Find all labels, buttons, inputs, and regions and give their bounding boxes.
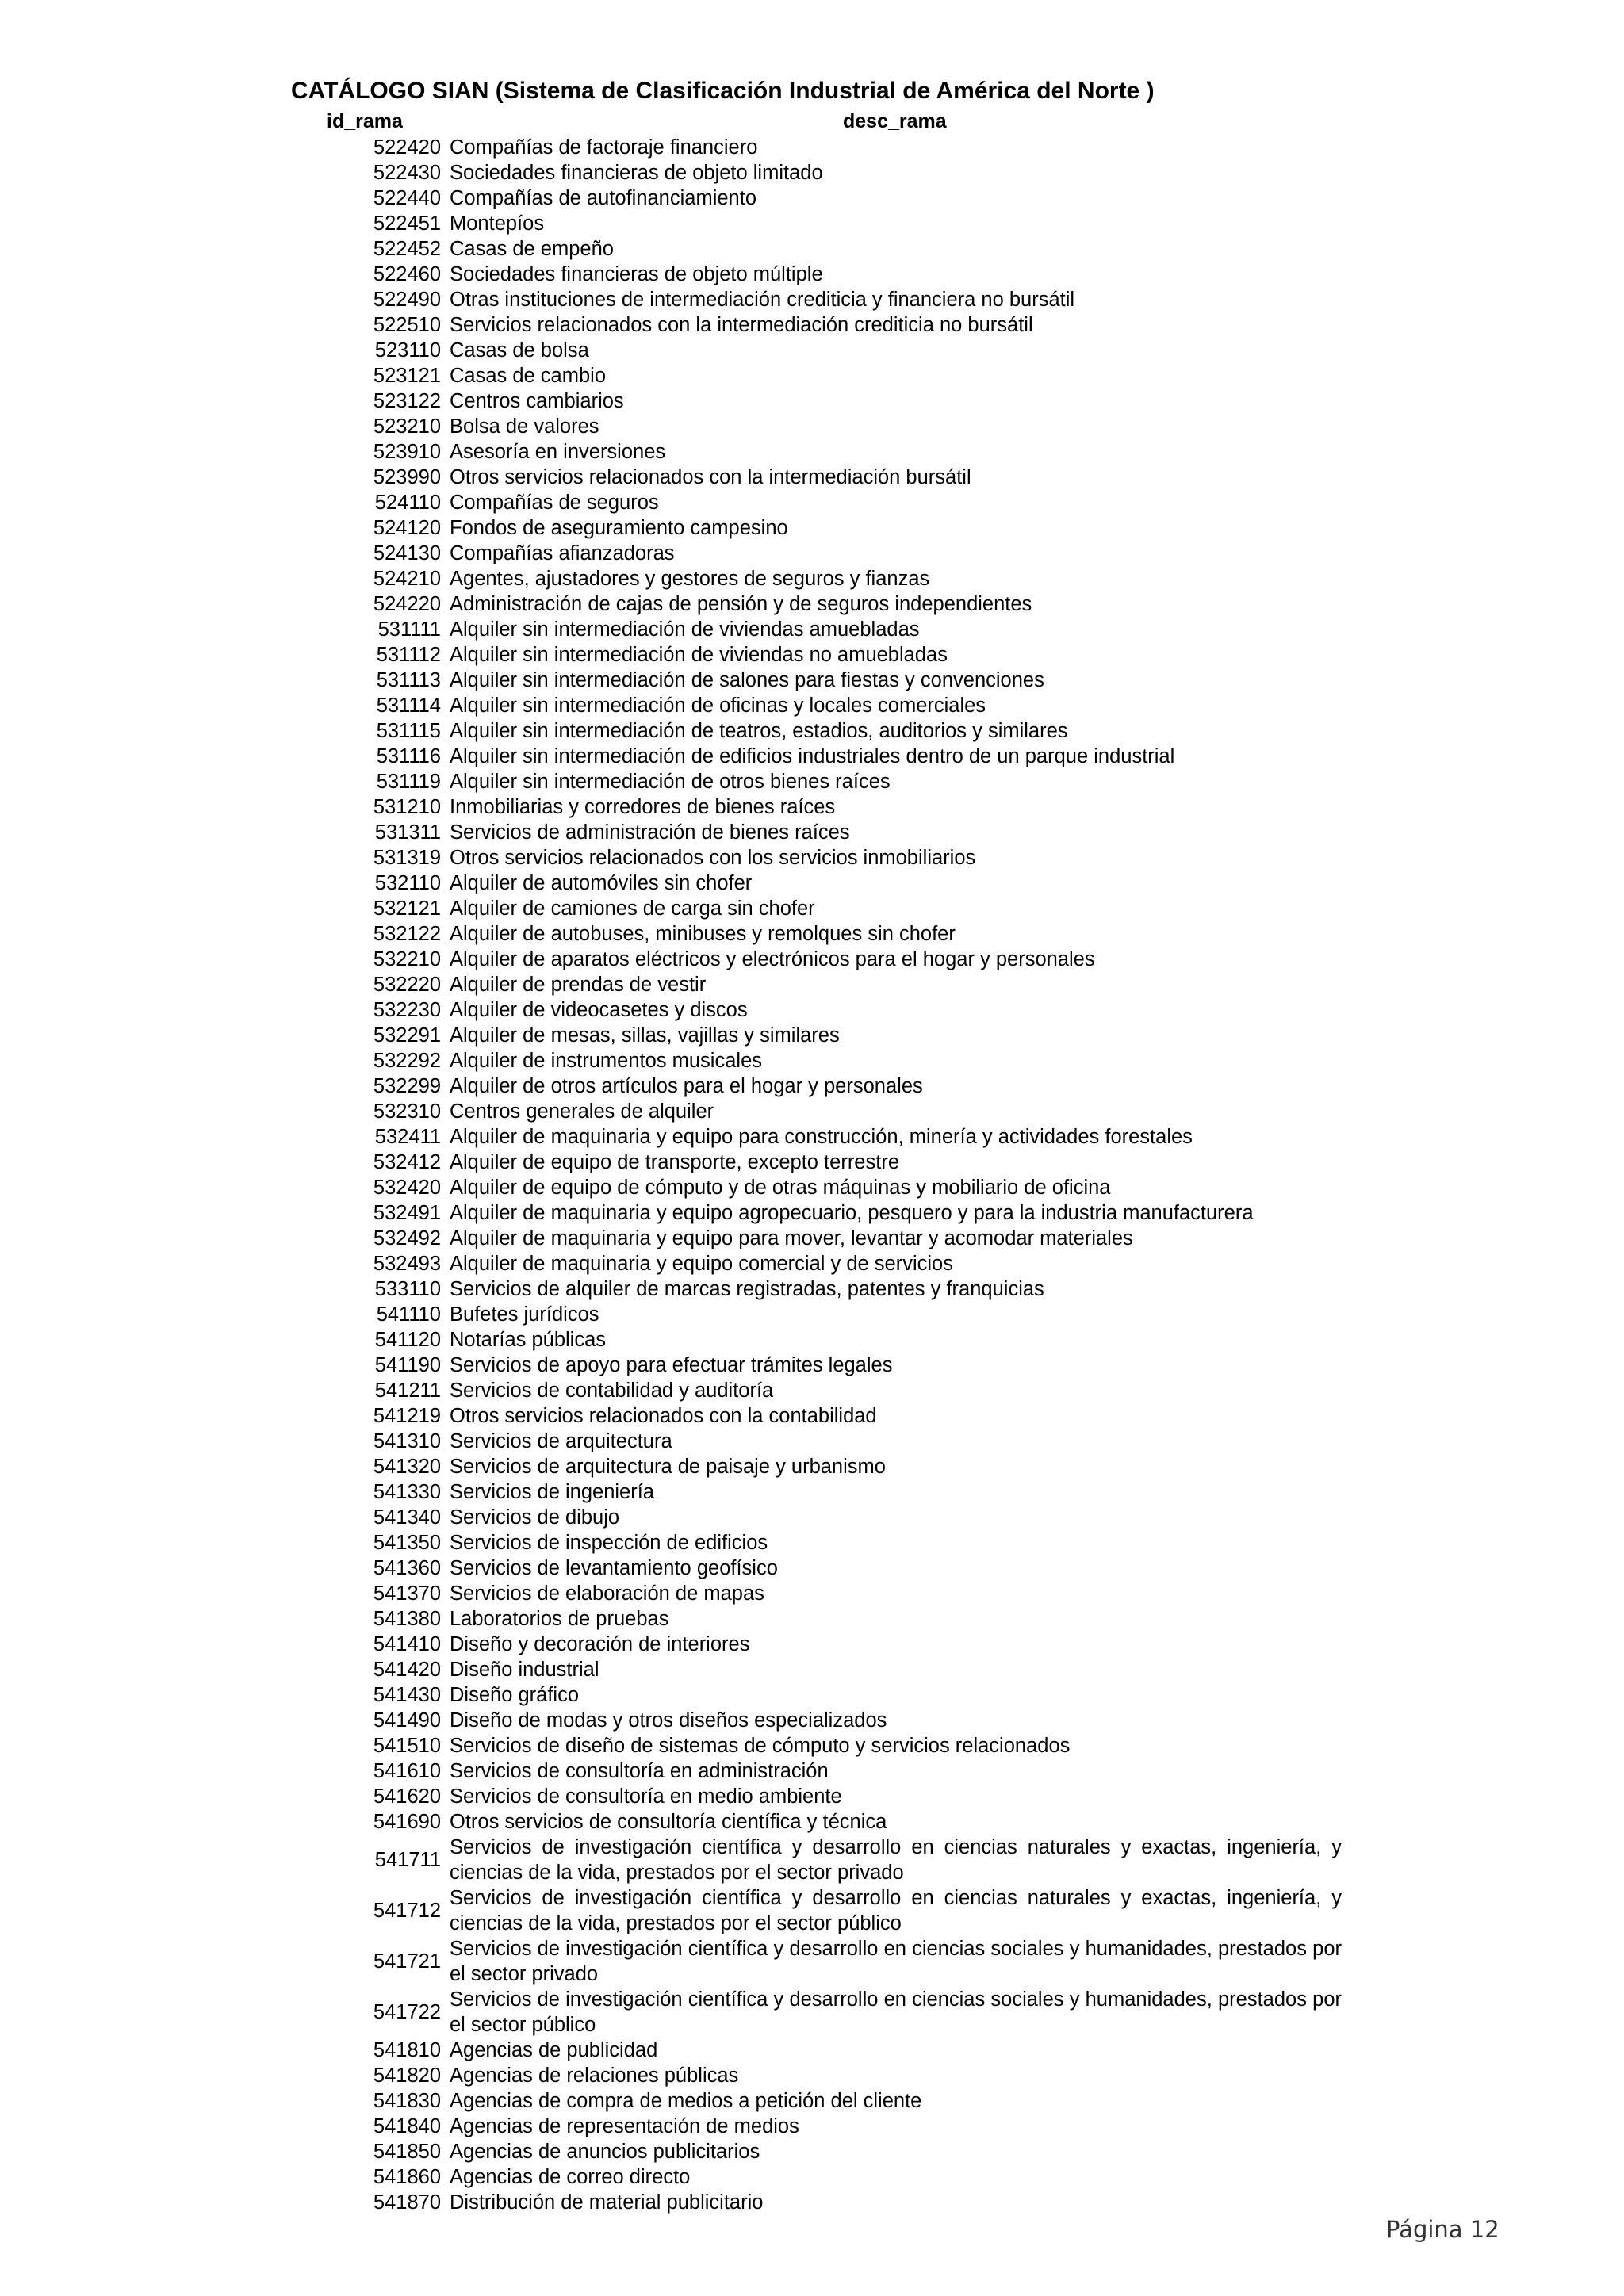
table-row <box>0 1809 1624 1835</box>
page-title: CATÁLOGO SIAN (Sistema de Clasificación Industrial de América del Norte ) <box>291 78 1155 104</box>
table-row <box>0 541 1624 566</box>
row-description: Casas de empeño <box>450 238 614 260</box>
row-id: 541211 <box>374 1380 441 1402</box>
column-header-id: id_rama <box>327 110 403 132</box>
row-description: Agencias de compra de medios a petición del cliente <box>450 2090 922 2112</box>
table-row <box>0 1632 1624 1657</box>
table-row <box>0 1682 1624 1708</box>
row-description: Servicios de inspección de edificios <box>450 1532 768 1554</box>
row-id: 532420 <box>373 1177 441 1199</box>
table-row <box>0 997 1624 1023</box>
row-description: Administración de cajas de pensión y de seguros independientes <box>450 593 1032 615</box>
table-row <box>0 490 1624 515</box>
row-id: 522490 <box>373 289 441 311</box>
row-id: 524120 <box>373 517 441 539</box>
row-description: Inmobiliarias y corredores de bienes raíces <box>450 796 836 818</box>
row-id: 541620 <box>373 1785 441 1808</box>
row-description: Compañías de factoraje financiero <box>450 136 758 159</box>
table-row <box>0 1048 1624 1073</box>
row-id: 522440 <box>373 187 441 209</box>
row-description: Fondos de aseguramiento campesino <box>450 517 788 539</box>
table-row <box>0 1936 1624 1987</box>
table-row <box>0 2114 1624 2139</box>
row-description: Bufetes jurídicos <box>450 1303 599 1326</box>
row-id: 524210 <box>373 568 441 590</box>
row-description: Alquiler de maquinaria y equipo agropecuario, pesquero y para la industria manufacturera <box>450 1202 1254 1224</box>
row-id: 531119 <box>376 771 441 793</box>
table-row <box>0 2063 1624 2088</box>
row-description: Servicios de levantamiento geofísico <box>450 1557 778 1579</box>
row-id: 531115 <box>376 720 441 742</box>
row-id: 541830 <box>373 2090 441 2112</box>
row-id: 541350 <box>373 1532 441 1554</box>
row-id: 541510 <box>373 1735 441 1757</box>
row-id: 541810 <box>373 2039 441 2061</box>
table-row <box>0 287 1624 312</box>
table-row <box>0 1023 1624 1048</box>
row-id: 531319 <box>373 847 441 869</box>
row-description: Alquiler de prendas de vestir <box>450 974 707 996</box>
table-row <box>0 1150 1624 1175</box>
row-description: Alquiler de camiones de carga sin chofer <box>450 897 815 920</box>
row-description: Alquiler de autobuses, minibuses y remolques sin chofer <box>450 923 956 945</box>
table-row <box>0 769 1624 794</box>
row-description: Alquiler de videocasetes y discos <box>450 999 748 1021</box>
table-row <box>0 947 1624 972</box>
row-id: 531113 <box>376 669 441 691</box>
row-id: 541722 <box>373 2001 441 2023</box>
row-description: Alquiler sin intermediación de viviendas no amuebladas <box>450 644 948 666</box>
table-row <box>0 972 1624 997</box>
table-row <box>0 1758 1624 1784</box>
row-id: 533110 <box>374 1278 441 1300</box>
table-row <box>0 617 1624 642</box>
table-row <box>0 388 1624 414</box>
row-id: 532492 <box>373 1227 441 1249</box>
table-row <box>0 363 1624 388</box>
row-id: 541860 <box>373 2166 441 2188</box>
row-id: 541340 <box>373 1506 441 1529</box>
row-id: 541110 <box>376 1303 441 1326</box>
row-description: Agencias de representación de medios <box>450 2115 799 2137</box>
table-row <box>0 1885 1624 1936</box>
table-row <box>0 262 1624 287</box>
row-id: 541711 <box>374 1849 441 1871</box>
row-id: 541219 <box>373 1405 441 1427</box>
row-description: Centros generales de alquiler <box>450 1100 714 1123</box>
table-row <box>0 794 1624 820</box>
row-description: Agencias de anuncios publicitarios <box>450 2141 760 2163</box>
table-row <box>0 1835 1624 1885</box>
row-description: Notarías públicas <box>450 1329 607 1351</box>
row-description: Servicios de diseño de sistemas de cómputo y servicios relacionados <box>450 1735 1071 1757</box>
row-description: Alquiler de mesas, sillas, vajillas y similares <box>450 1024 840 1047</box>
row-id: 541490 <box>373 1709 441 1732</box>
table-row <box>0 2038 1624 2063</box>
row-description: Diseño y decoración de interiores <box>450 1633 750 1655</box>
row-id: 541190 <box>374 1354 441 1376</box>
row-id: 532230 <box>373 999 441 1021</box>
table-row <box>0 820 1624 845</box>
table-row <box>0 1505 1624 1530</box>
row-description: Compañías de seguros <box>450 492 659 514</box>
row-description: Servicios de contabilidad y auditoría <box>450 1380 774 1402</box>
row-id: 541721 <box>373 1950 441 1973</box>
row-description: Agencias de publicidad <box>450 2039 658 2061</box>
row-id: 524110 <box>374 492 441 514</box>
row-id: 541420 <box>373 1659 441 1681</box>
row-description: Agentes, ajustadores y gestores de seguros y fianzas <box>450 568 930 590</box>
row-id: 541850 <box>373 2141 441 2163</box>
row-id: 523121 <box>373 365 441 387</box>
table-row <box>0 1479 1624 1505</box>
table-row <box>0 1099 1624 1124</box>
table-row <box>0 1530 1624 1556</box>
row-id: 541840 <box>373 2115 441 2137</box>
table-row <box>0 1708 1624 1733</box>
row-id: 523110 <box>374 339 441 362</box>
row-id: 541120 <box>374 1329 441 1351</box>
row-description: Sociedades financieras de objeto múltiple <box>450 263 823 285</box>
row-description: Alquiler de aparatos eléctricos y electrónicos para el hogar y personales <box>450 948 1095 970</box>
table-row <box>0 693 1624 718</box>
row-id: 541712 <box>373 1900 441 1922</box>
row-description: Alquiler de equipo de transporte, excepto terrestre <box>450 1151 900 1173</box>
row-description: Servicios de arquitectura <box>450 1430 672 1452</box>
table-row <box>0 921 1624 947</box>
row-description: Compañías afianzadoras <box>450 542 675 564</box>
table-row <box>0 1606 1624 1632</box>
table-row <box>0 1657 1624 1682</box>
row-description: Alquiler de maquinaria y equipo comercial y de servicios <box>450 1253 953 1275</box>
row-id: 532220 <box>373 974 441 996</box>
page-number: Página 12 <box>1386 2216 1500 2243</box>
table-row <box>0 236 1624 262</box>
table-row <box>0 668 1624 693</box>
column-header-desc: desc_rama <box>843 110 947 132</box>
table-row <box>0 1403 1624 1429</box>
row-id: 522430 <box>373 162 441 184</box>
row-id: 532310 <box>373 1100 441 1123</box>
table-row <box>0 642 1624 668</box>
row-id: 522510 <box>373 314 441 336</box>
table-row <box>0 338 1624 363</box>
row-id: 541360 <box>373 1557 441 1579</box>
row-description: Servicios de elaboración de mapas <box>450 1582 764 1605</box>
table-row <box>0 845 1624 871</box>
row-description: Montepíos <box>450 212 545 235</box>
row-description: Servicios de arquitectura de paisaje y urbanismo <box>450 1456 886 1478</box>
row-id: 523910 <box>373 441 441 463</box>
row-description: Diseño de modas y otros diseños especializados <box>450 1709 887 1732</box>
row-id: 541610 <box>373 1760 441 1782</box>
row-id: 541380 <box>373 1608 441 1630</box>
row-description: Servicios de dibujo <box>450 1506 620 1529</box>
table-row <box>0 439 1624 465</box>
row-description: Alquiler de automóviles sin chofer <box>450 872 753 894</box>
table-row <box>0 2190 1624 2215</box>
table-row <box>0 160 1624 186</box>
row-description: Alquiler sin intermediación de edificios industriales dentro de un parque industrial <box>450 745 1175 767</box>
table-row <box>0 1073 1624 1099</box>
row-description: Otras instituciones de intermediación crediticia y financiera no bursátil <box>450 289 1075 311</box>
table-row <box>0 1733 1624 1758</box>
table-row <box>0 1378 1624 1403</box>
table-row <box>0 718 1624 744</box>
row-id: 532291 <box>373 1024 441 1047</box>
row-description: Otros servicios de consultoría científica y técnica <box>450 1811 887 1833</box>
row-id: 524220 <box>373 593 441 615</box>
table-row <box>0 312 1624 338</box>
table-row <box>0 2088 1624 2114</box>
row-id: 541870 <box>373 2191 441 2214</box>
row-id: 532122 <box>373 923 441 945</box>
row-description: Alquiler sin intermediación de teatros, estadios, auditorios y similares <box>450 720 1068 742</box>
row-description: Servicios de consultoría en medio ambiente <box>450 1785 842 1808</box>
row-id: 532121 <box>373 897 441 920</box>
row-id: 523122 <box>373 390 441 412</box>
catalog-table <box>0 135 1624 2215</box>
table-row <box>0 1581 1624 1606</box>
row-id: 541690 <box>373 1811 441 1833</box>
row-description: Servicios de alquiler de marcas registradas, patentes y franquicias <box>450 1278 1044 1300</box>
row-description: Agencias de correo directo <box>450 2166 691 2188</box>
row-id: 541310 <box>373 1430 441 1452</box>
table-row <box>0 186 1624 211</box>
row-description: Alquiler sin intermediación de viviendas amuebladas <box>450 618 920 641</box>
row-id: 532299 <box>373 1075 441 1097</box>
row-description: Casas de bolsa <box>450 339 589 362</box>
row-id: 531111 <box>377 618 441 641</box>
row-description: Otros servicios relacionados con la intermediación bursátil <box>450 466 971 488</box>
table-row <box>0 1251 1624 1276</box>
row-description: Alquiler de maquinaria y equipo para mover, levantar y acomodar materiales <box>450 1227 1133 1249</box>
row-id: 531210 <box>373 796 441 818</box>
row-description: Centros cambiarios <box>450 390 624 412</box>
row-id: 541370 <box>373 1582 441 1605</box>
table-row <box>0 2139 1624 2164</box>
table-row <box>0 1124 1624 1150</box>
row-description: Servicios de ingeniería <box>450 1481 654 1503</box>
row-description: Alquiler de instrumentos musicales <box>450 1050 763 1072</box>
table-row <box>0 1784 1624 1809</box>
row-description: Servicios de investigación científica y desarrollo en ciencias sociales y humanidades, prestados por el sector público <box>450 1988 1342 2036</box>
row-description: Laboratorios de pruebas <box>450 1608 669 1630</box>
row-description: Otros servicios relacionados con la contabilidad <box>450 1405 877 1427</box>
row-description: Alquiler sin intermediación de otros bienes raíces <box>450 771 891 793</box>
table-row <box>0 1302 1624 1327</box>
row-id: 532412 <box>373 1151 441 1173</box>
table-row <box>0 1353 1624 1378</box>
row-id: 541320 <box>373 1456 441 1478</box>
row-id: 531116 <box>376 745 441 767</box>
row-id: 532292 <box>373 1050 441 1072</box>
row-description: Agencias de relaciones públicas <box>450 2064 739 2087</box>
table-row <box>0 1556 1624 1581</box>
table-row <box>0 1175 1624 1200</box>
row-description: Alquiler de equipo de cómputo y de otras máquinas y mobiliario de oficina <box>450 1177 1111 1199</box>
table-row <box>0 566 1624 591</box>
table-row <box>0 211 1624 236</box>
row-description: Servicios de apoyo para efectuar trámites legales <box>450 1354 893 1376</box>
row-description: Diseño industrial <box>450 1659 599 1681</box>
table-row <box>0 744 1624 769</box>
row-description: Bolsa de valores <box>450 415 599 438</box>
row-id: 522460 <box>373 263 441 285</box>
table-row <box>0 1327 1624 1353</box>
row-description: Servicios de investigación científica y desarrollo en ciencias naturales y exactas, ingeniería, y ciencias de la vida, prestados por el sector público <box>450 1887 1342 1934</box>
row-description: Casas de cambio <box>450 365 607 387</box>
table-row <box>0 591 1624 617</box>
row-description: Alquiler sin intermediación de oficinas y locales comerciales <box>450 695 986 717</box>
row-description: Otros servicios relacionados con los servicios inmobiliarios <box>450 847 976 869</box>
table-row <box>0 1226 1624 1251</box>
table-row <box>0 1454 1624 1479</box>
row-id: 532210 <box>373 948 441 970</box>
row-id: 541820 <box>373 2064 441 2087</box>
row-description: Asesoría en inversiones <box>450 441 666 463</box>
row-id: 523990 <box>373 466 441 488</box>
row-description: Servicios relacionados con la intermediación crediticia no bursátil <box>450 314 1033 336</box>
row-description: Diseño gráfico <box>450 1684 579 1706</box>
table-row <box>0 414 1624 439</box>
row-id: 531112 <box>376 644 441 666</box>
row-id: 532411 <box>374 1126 441 1148</box>
row-description: Alquiler sin intermediación de salones para fiestas y convenciones <box>450 669 1044 691</box>
row-description: Servicios de administración de bienes raíces <box>450 821 850 844</box>
table-row <box>0 515 1624 541</box>
row-id: 522452 <box>373 238 441 260</box>
table-row <box>0 871 1624 896</box>
table-row <box>0 1987 1624 2038</box>
row-id: 531114 <box>376 695 441 717</box>
row-id: 541330 <box>373 1481 441 1503</box>
row-description: Sociedades financieras de objeto limitado <box>450 162 823 184</box>
row-id: 541430 <box>373 1684 441 1706</box>
row-id: 522451 <box>373 212 441 235</box>
row-description: Compañías de autofinanciamiento <box>450 187 756 209</box>
row-id: 523210 <box>373 415 441 438</box>
table-row <box>0 2164 1624 2190</box>
table-row <box>0 1276 1624 1302</box>
row-id: 531311 <box>374 821 441 844</box>
table-row <box>0 465 1624 490</box>
row-description: Alquiler de otros artículos para el hogar y personales <box>450 1075 923 1097</box>
row-id: 532493 <box>373 1253 441 1275</box>
row-description: Servicios de investigación científica y desarrollo en ciencias sociales y humanidades, prestados por el sector privado <box>450 1938 1342 1985</box>
row-id: 532491 <box>373 1202 441 1224</box>
row-description: Distribución de material publicitario <box>450 2191 764 2214</box>
row-id: 524130 <box>373 542 441 564</box>
row-id: 532110 <box>374 872 441 894</box>
row-description: Servicios de consultoría en administración <box>450 1760 829 1782</box>
table-row <box>0 1429 1624 1454</box>
table-row <box>0 896 1624 921</box>
table-row <box>0 135 1624 160</box>
row-description: Servicios de investigación científica y desarrollo en ciencias naturales y exactas, ingeniería, y ciencias de la vida, prestados por el sector privado <box>450 1836 1342 1884</box>
row-description: Alquiler de maquinaria y equipo para construcción, minería y actividades forestales <box>450 1126 1193 1148</box>
row-id: 522420 <box>373 136 441 159</box>
row-id: 541410 <box>373 1633 441 1655</box>
table-row <box>0 1200 1624 1226</box>
